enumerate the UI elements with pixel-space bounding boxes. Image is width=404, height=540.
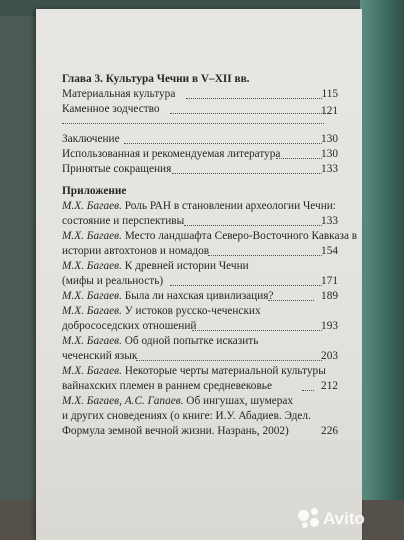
toc-page-number: 130 bbox=[321, 148, 338, 160]
appendix-entry-line bbox=[62, 260, 249, 273]
toc-entry-title: Каменное зодчество bbox=[62, 103, 160, 115]
entry-title-continued: Формула земной вечной жизни. Назрань, 2002) bbox=[62, 425, 289, 437]
author-name: М.Х. Багаев. bbox=[62, 260, 122, 272]
appendix-entry-line bbox=[62, 290, 273, 303]
toc-page-number: 193 bbox=[321, 320, 338, 332]
author-name: М.Х. Багаев. bbox=[62, 335, 122, 347]
entry-title: Место ландшафта Северо-Восточного Кавказа в bbox=[124, 230, 358, 242]
toc-page-number: 154 bbox=[321, 245, 338, 257]
entry-title-continued: чеченский язык bbox=[62, 350, 138, 362]
chapter-title: Глава 3. Культура Чечни в V–XII вв. bbox=[62, 73, 250, 85]
leader-dots bbox=[124, 143, 322, 144]
author-name: М.Х. Багаев. bbox=[62, 230, 122, 242]
toc-page-number: 189 bbox=[321, 290, 338, 302]
appendix-entry-line bbox=[62, 365, 326, 378]
author-name: М.Х. Багаев, А.С. Гапаев. bbox=[62, 395, 184, 407]
toc-page-number: 121 bbox=[321, 105, 338, 117]
avito-watermark-text: Avito bbox=[323, 509, 365, 528]
book-cover-edge bbox=[360, 0, 404, 540]
author-name: М.Х. Багаев. bbox=[62, 290, 122, 302]
toc-page-number: 226 bbox=[321, 425, 338, 437]
entry-title-continued: истории автохтонов и номадов bbox=[62, 245, 210, 257]
avito-watermark bbox=[298, 508, 365, 530]
entry-title: Некоторые черты материальной культуры bbox=[124, 365, 326, 377]
appendix-entry-line bbox=[62, 395, 293, 408]
toc-page-number: 133 bbox=[321, 215, 338, 227]
entry-title: Об ингушах, шумерах bbox=[186, 395, 294, 407]
avito-logo-icon bbox=[298, 508, 320, 530]
toc-page-number: 171 bbox=[321, 275, 338, 287]
toc-page-number: 133 bbox=[321, 163, 338, 175]
author-name: М.Х. Багаев. bbox=[62, 305, 122, 317]
entry-title: К древней истории Чечни bbox=[124, 260, 249, 272]
toc-entry-title: Материальная культура bbox=[62, 88, 176, 100]
entry-title-continued: и других сноведениях (о книге: И.У. Абадиев. Эдел. bbox=[62, 410, 311, 422]
entry-title: У истоков русско-чеченских bbox=[124, 305, 261, 317]
toc-page-number: 212 bbox=[321, 380, 338, 392]
appendix-title: Приложение bbox=[62, 185, 127, 197]
entry-title-continued: состояние и перспективы bbox=[62, 215, 185, 227]
leader-dots bbox=[62, 123, 324, 124]
toc-entry-title: Принятые сокращения bbox=[62, 163, 172, 175]
toc-page-number: 115 bbox=[321, 88, 338, 100]
entry-title: Об одной попытке исказить bbox=[124, 335, 259, 347]
author-name: М.Х. Багаев. bbox=[62, 365, 122, 377]
appendix-entry-line bbox=[62, 305, 261, 318]
entry-title: Была ли нахская цивилизация? bbox=[124, 290, 274, 302]
entry-title: Роль РАН в становлении археологии Чечни: bbox=[124, 200, 336, 212]
author-name: М.Х. Багаев. bbox=[62, 200, 122, 212]
book-page bbox=[36, 9, 362, 540]
appendix-entry-line bbox=[62, 230, 357, 243]
appendix-entry-line bbox=[62, 335, 258, 348]
entry-title-continued: (мифы и реальность) bbox=[62, 275, 164, 287]
leader-dots bbox=[136, 360, 322, 361]
toc-entry-title: Заключение bbox=[62, 133, 120, 145]
toc-page-number: 203 bbox=[321, 350, 338, 362]
entry-title-continued: добрососедских отношений bbox=[62, 320, 197, 332]
entry-title-continued: вайнахских племен в раннем средневековье bbox=[62, 380, 272, 392]
appendix-entry-line bbox=[62, 200, 336, 213]
toc-entry-title: Использованная и рекомендуемая литература bbox=[62, 148, 281, 160]
toc-page-number: 130 bbox=[321, 133, 338, 145]
